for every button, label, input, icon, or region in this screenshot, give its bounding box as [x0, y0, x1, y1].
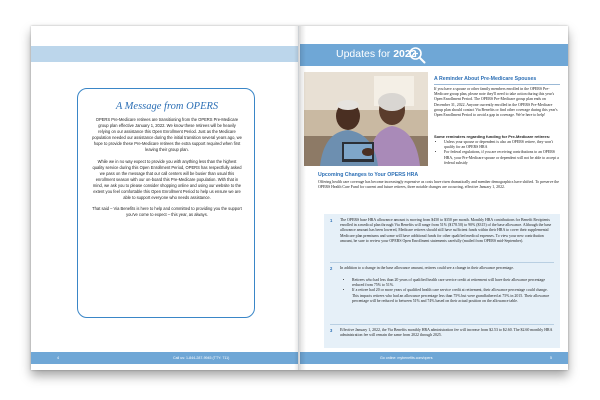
footer-page-number: 5 [550, 356, 552, 360]
header-title [336, 48, 417, 60]
right-page [300, 26, 568, 370]
footer-online: Go online: mybenefits.com/opers [380, 356, 433, 360]
header-title-prefix: Updates for [336, 48, 394, 60]
list-item: • For federal regulations, if you are receiving contributions to an OPERS HRA, your Pre-Medicare spouse or dependent will not be able to accept a federal subsidy [444, 150, 562, 166]
divider [330, 262, 554, 263]
change-text: Effective January 1, 2022, the Via Benefits monthly HRA administration fee will increase from $2.53 to $2.60. The $2.60 monthly HRA administration fee will remain the same from 2022 through 2025. [340, 328, 553, 338]
footer-band [300, 352, 568, 364]
change-number: 1 [330, 218, 333, 223]
top-decorative-band [31, 46, 299, 62]
message-body [92, 117, 242, 223]
reminder-text: If you have a spouse or other family members enrolled in the OPERS Pre-Medicare group plan, please note they'll need to take action during this year's Open Enrollment Period. The OPERS Pre-Medicare group plan ends on December 31, 2022. Anyone currently enrolled in the OPERS Pre-Medicare group plan should contact Via Benefits or find other coverage during this year's Open Enrollment Period to avoid a gap in coverage. We're here to help! [434, 87, 558, 118]
reminder-heading: A Reminder About Pre-Medicare Spouses [434, 76, 537, 82]
message-paragraph: While we in no way expect to provide you with anything less than the highest quality service during this Open Enrollment Period, OPERS has respectfully asked we pass on the message that our call centers will be busier than usual this enrollment season with our on-board this Pre-Medicare population. With that in mind, we ask you to please consider shopping online and using our website to the extent you feel comfortable this Open Enrollment Period to help us ensure we are able to support everyone who needs assistance. [92, 158, 242, 201]
message-paragraph: OPERS Pre-Medicare retirees are transitioning from the OPERS Pre-Medicare group plan effective January 1, 2022. We know these retirees will be heavily relying on our assistance this Open Enrollment Period. Just as the Medicare population needed our assistance during the initial transition several years ago, we hope to provide these Pre-Medicare retirees the extra support required when first leaving their group plan. [92, 117, 242, 153]
header-title-year: 2022 [393, 48, 417, 60]
book-spine-shadow [294, 26, 306, 370]
change-text: In addition to a change in the base allowance amount, retirees could see a change in their allowance percentage. [340, 266, 514, 270]
hra-intro: Offering health care coverage has become increasingly expensive as costs have risen dramatically and member demographics have shifted. To preserve the OPERS Health Care Fund for current and future retirees, three notable changes are occurring, effective January 1, 2022. [318, 180, 560, 190]
heading-rule [434, 84, 560, 85]
footer-page-number: 4 [57, 356, 59, 360]
reminders-list [436, 140, 562, 166]
left-page [31, 26, 299, 370]
change-number: 3 [330, 328, 333, 333]
message-paragraph: That said – Via Benefits is here to help and committed to providing you the support you've come to expect – this year, as always. [92, 206, 242, 218]
footer-band [31, 352, 299, 364]
change-number: 2 [330, 266, 333, 271]
booklet-spread [31, 26, 568, 370]
list-item: • Retirees who had less than 20 years of qualified health care service credit at retirement will have their allowance percentage reduced from 75% to 51%. [352, 278, 554, 288]
change-text: The OPERS base HRA allowance amount is moving from $450 to $350 per month. Monthly HRA contributions for Benefit Recipients enrolled in a medical plan through Via Benefits will range from 51% ($178.50) to 90% ($315) of the base allowance. Although the base allowance amount has been lowered, Medicare retirees should still have sufficient funds within their HRA to cover their supplemental Medicare plan premiums and some will have additional funds for other qualified medical expenses. To view your new contribution amount, be sure to review your OPERS Open Enrollment statements carefully (mailed from OPERS mid-September). [340, 218, 552, 243]
reminders-subheading: Some reminders regarding funding for Pre-Medicare retirees: [434, 134, 551, 139]
magnifier-plus-icon [408, 46, 426, 64]
footer-call-number: Call us: 1-844-287-9945 (TTY: 711) [173, 356, 230, 360]
list-item: • If a retiree had 20 or more years of qualified health care service credit at retirement, their allowance percentage could change. This impacts retirees who had an allowance percentage less than 75% but were grandfathered at 75% in 2015. Their allowance percentage will be reduced to between 51% and 74% based on their actual position on the allowance table. [352, 288, 554, 304]
hra-heading: Upcoming Changes to Your OPERS HRA [318, 172, 419, 178]
divider [330, 324, 554, 325]
message-title: A Message from OPERS [115, 101, 219, 112]
list-item: • Unless your spouse or dependent is also an OPERS retiree, they won't qualify for an OPERS HRA [444, 140, 562, 150]
couple-photo [304, 72, 428, 166]
message-box [77, 88, 255, 318]
change-sub-list [344, 278, 554, 304]
